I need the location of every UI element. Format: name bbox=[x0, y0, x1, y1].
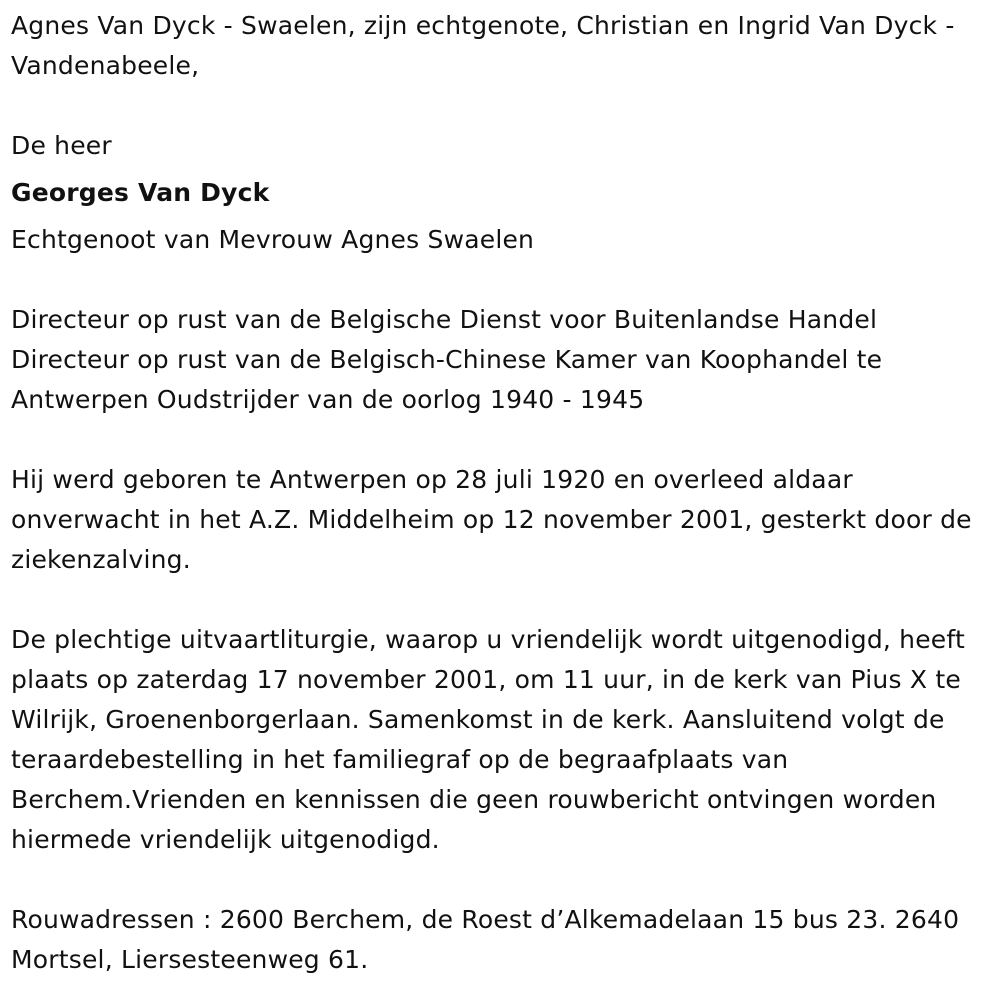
birth-death-paragraph: Hij werd geboren te Antwerpen op 28 juli 1920 en overleed aldaar onverwacht in het A.Z. Middelheim op 12 november 2001, gesterkt door de ziekenzalving. bbox=[11, 465, 972, 574]
obituary-notice bbox=[11, 6, 996, 980]
titles-paragraph: Directeur op rust van de Belgische Dienst voor Buitenlandse Handel Directeur op rust van de Belgisch-Chinese Kamer van Koophandel te Antwerpen Oudstrijder van de oorlog 1940 - 1945 bbox=[11, 305, 883, 414]
addresses-paragraph: Rouwadressen : 2600 Berchem, de Roest d’Alkemadelaan 15 bus 23. 2640 Mortsel, Liersesteenweg 61. bbox=[11, 905, 960, 974]
spouse-line: Echtgenoot van Mevrouw Agnes Swaelen bbox=[11, 225, 535, 254]
family-line: Agnes Van Dyck - Swaelen, zijn echtgenote, Christian en Ingrid Van Dyck - Vandenabeele, bbox=[11, 11, 955, 80]
spacer bbox=[11, 580, 996, 620]
spacer bbox=[11, 260, 996, 300]
spacer bbox=[11, 420, 996, 460]
spacer bbox=[11, 86, 996, 126]
spacer bbox=[11, 860, 996, 900]
deceased-name: Georges Van Dyck bbox=[11, 178, 270, 207]
salutation: De heer bbox=[11, 131, 112, 160]
funeral-paragraph: De plechtige uitvaartliturgie, waarop u vriendelijk wordt uitgenodigd, heeft plaats op zaterdag 17 november 2001, om 11 uur, in de kerk van Pius X te Wilrijk, Groenenborgerlaan. Samenkomst in de kerk. Aansluitend volgt de teraardebestelling in het familiegraf op de begraafplaats van Berchem.Vrienden en kennissen die geen rouwbericht ontvingen worden hiermede vriendelijk uitgenodigd. bbox=[11, 625, 965, 854]
